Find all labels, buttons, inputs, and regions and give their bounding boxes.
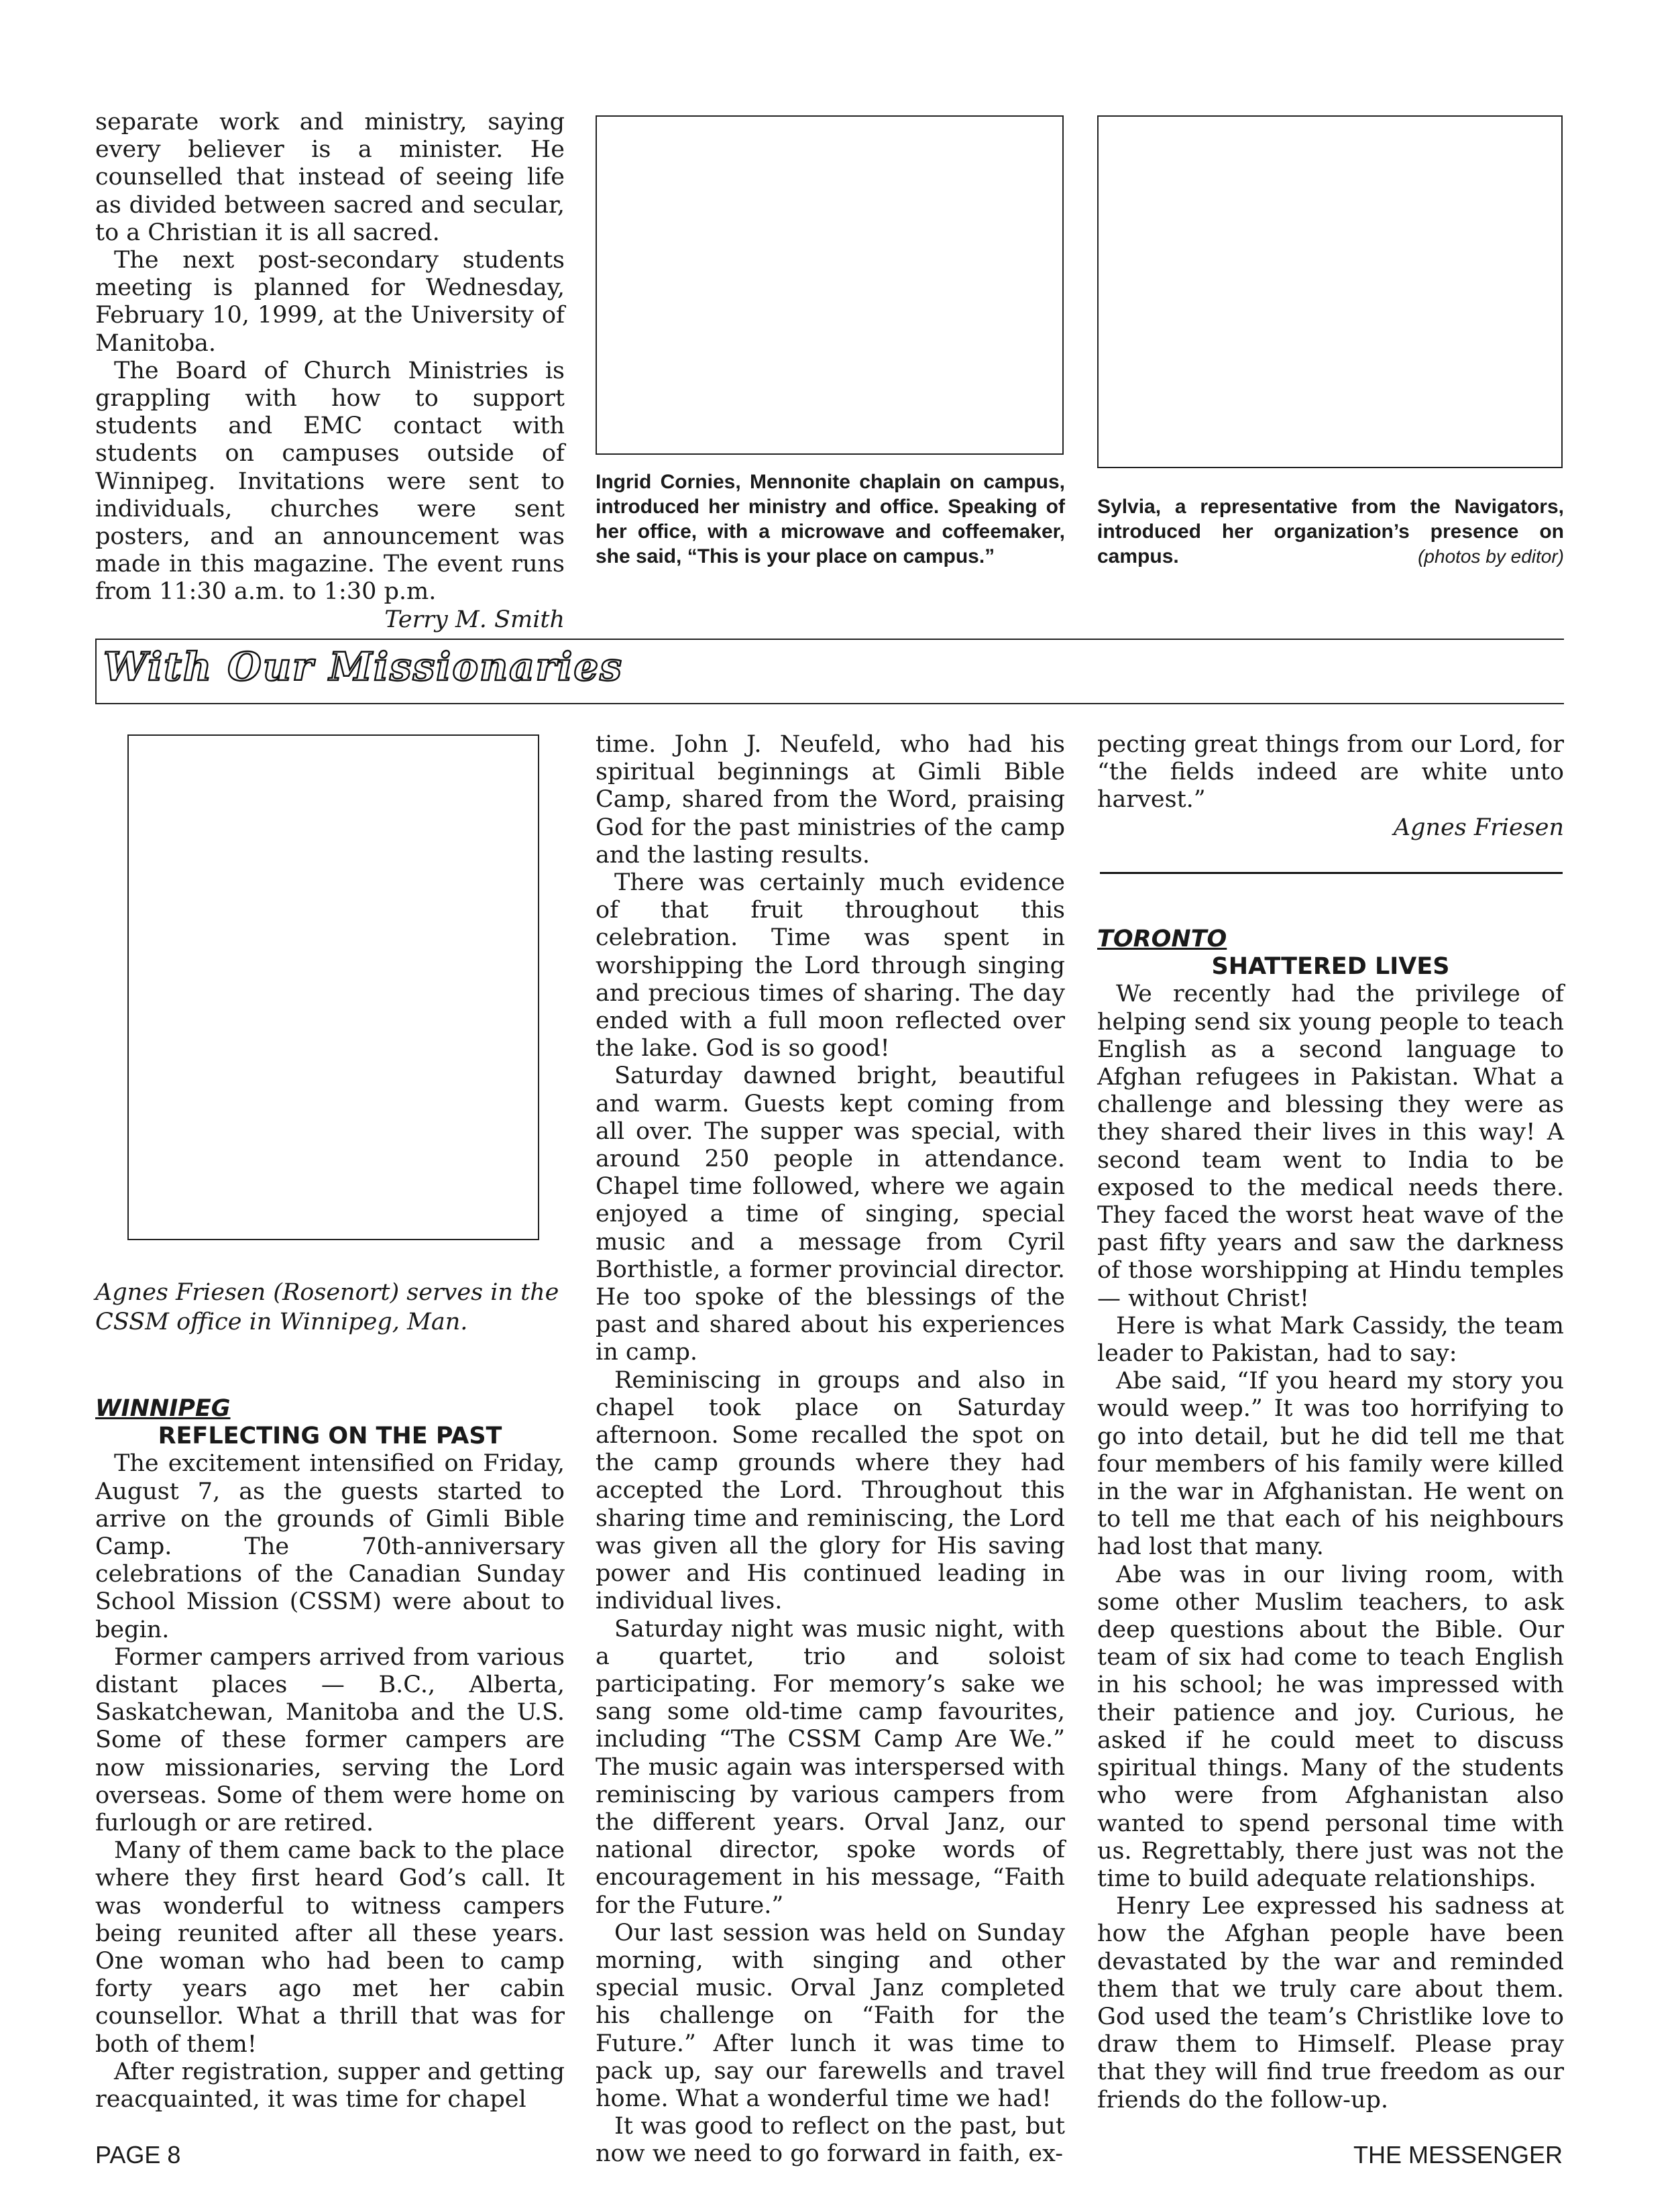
paragraph: Abe said, “If you heard my story you would weep.” It was too horrifying to go into detail, but he did tell me that four members of his family were killed in the war in Afghanistan. He went on to tell me that each of his neighbours had lost that many. xyxy=(1097,1368,1564,1561)
photo-agnes-friesen xyxy=(127,734,539,1240)
publication-name: THE MESSENGER xyxy=(1353,2141,1563,2168)
paragraph: Abe was in our living room, with some other Muslim teachers, to ask deep questions about the Bible. Our team of six had come to teach English in his school; he was impressed with their patience and joy. Curious, he asked if he could meet to discuss spiritual things. Many of the students who were from Afghanistan also wanted to spend personal time with us. Regrettably, there just was not the time to build adequate relationships. xyxy=(1097,1561,1564,1892)
signature: Agnes Friesen xyxy=(1393,814,1564,841)
paragraph: time. John J. Neufeld, who had his spiritual beginnings at Gimli Bible Camp, shared from the Word, praising God for the past ministries of the camp and the lasting results. xyxy=(596,731,1065,869)
paragraph: The next post-secondary students meeting is planned for Wednesday, February 10, 1999, at the University of Manitoba. xyxy=(95,247,565,357)
photo-sylvia xyxy=(1097,115,1563,468)
caption-sylvia-text: Sylvia, a representative from the Navigators, introduced her organization’s presence on campus. xyxy=(1097,496,1564,567)
page-number: PAGE 8 xyxy=(95,2141,181,2168)
paragraph: Our last session was held on Sunday morning, with singing and other special music. Orval Janz completed his challenge on “Faith for the Future.” After lunch it was time to pack up, say our farewells and travel home. What a wonderful time we had! xyxy=(596,1919,1065,2112)
paragraph: separate work and ministry, saying every believer is a minister. He counselled that instead of seeing life as divided between sacred and secular, to a Christian it is all sacred. xyxy=(95,109,565,246)
winnipeg-column-1 xyxy=(95,1395,565,2113)
location-winnipeg: WINNIPEG xyxy=(95,1395,231,1422)
photo-ingrid-cornies xyxy=(596,115,1064,455)
caption-agnes-friesen: Agnes Friesen (Rosenort) serves in the CSSM office in Winnipeg, Man. xyxy=(95,1279,559,1335)
paragraph: Saturday night was music night, with a quartet, trio and soloist participating. For memory’s sake we sang some old-time camp favourites, including “The CSSM Camp Are We.” The music again was interspersed with reminiscing by various campers from the different years. Orval Janz, our national director, spoke words of encouragement in his message, “Faith for the Future.” xyxy=(596,1615,1065,1919)
section-banner xyxy=(95,639,1564,704)
photo-credit: (photos by editor) xyxy=(1418,546,1564,567)
paragraph: pecting great things from our Lord, for “the fields indeed are white unto harvest.” xyxy=(1097,731,1564,814)
winnipeg-column-3 xyxy=(1097,731,1564,842)
paragraph: There was certainly much evidence of that fruit throughout this celebration. Time was spent in worshipping the Lord through singing and precious times of sharing. The day ended with a full moon reflected over the lake. God is so good! xyxy=(596,869,1065,1062)
paragraph: The excitement intensified on Friday, August 7, as the guests started to arrive on the grounds of Gimli Bible Camp. The 70th-anniversary celebrations of the Canadian Sunday School Mission (CSSM) were about to begin. xyxy=(95,1450,565,1643)
top-column-1 xyxy=(95,109,565,634)
section-divider xyxy=(1100,872,1563,874)
paragraph: Here is what Mark Cassidy, the team leader to Pakistan, had to say: xyxy=(1097,1312,1564,1368)
paragraph: Many of them came back to the place where they first heard God’s call. It was wonderful to witness campers being reunited after all these years. One woman who had been to camp forty years ago met her cabin counsellor. What a thrill that was for both of them! xyxy=(95,1837,565,2058)
headline-shattered-lives: SHATTERED LIVES xyxy=(1211,953,1450,981)
toronto-column xyxy=(1097,926,1564,2114)
paragraph: Former campers arrived from various distant places — B.C., Alberta, Saskatchewan, Manitoba and the U.S. Some of these former campers are now missionaries, serving the Lord overseas. Some of them were home on furlough or are retired. xyxy=(95,1643,565,1837)
paragraph: We recently had the privilege of helping send six young people to teach English as a second language to Afghan refugees in Pakistan. What a challenge and blessing they were as they shared their lives in this way! A second team went to India to be exposed to the medical needs there. They faced the worst heat wave of the past fifty years and saw the darkness of those worshipping at Hindu temples — without Christ! xyxy=(1097,981,1564,1312)
paragraph: Reminiscing in groups and also in chapel took place on Saturday afternoon. Some recalled the spot on the camp grounds where they had accepted the Lord. Throughout this sharing time and reminiscing, the Lord was given all the glory for His saving power and His continued leading in individual lives. xyxy=(596,1366,1065,1615)
location-toronto: TORONTO xyxy=(1097,926,1227,952)
caption-ingrid-cornies: Ingrid Cornies, Mennonite chaplain on campus, introduced her ministry and office. Speaking of her office, with a microwave and coffeemaker, she said, “This is your place on campus.” xyxy=(596,471,1065,567)
paragraph: It was good to reflect on the past, but now we need to go forward in faith, ex- xyxy=(596,2113,1065,2168)
signature: Terry M. Smith xyxy=(384,606,565,633)
banner-title: With Our Missionaries xyxy=(103,644,623,690)
headline-reflecting: REFLECTING ON THE PAST xyxy=(158,1423,502,1450)
paragraph: After registration, supper and getting reacquainted, it was time for chapel xyxy=(95,2058,565,2113)
paragraph: Henry Lee expressed his sadness at how the Afghan people have been devastated by the war and reminded them that we truly care about them. God used the team’s Christlike love to draw them to Himself. Please pray that they will find true freedom as our friends do the follow-up. xyxy=(1097,1893,1564,2113)
caption-sylvia xyxy=(1097,494,1564,569)
winnipeg-column-2 xyxy=(596,731,1065,2168)
paragraph: Saturday dawned bright, beautiful and warm. Guests kept coming from all over. The supper was special, with around 250 people in attendance. Chapel time followed, where we again enjoyed a time of singing, special music and a message from Cyril Borthistle, a former provincial director. He too spoke of the blessings of the past and shared about his experiences in camp. xyxy=(596,1062,1065,1366)
paragraph: The Board of Church Ministries is grappling with how to support students and EMC contact with students on campuses outside of Winnipeg. Invitations were sent to individuals, churches were sent posters, and an announcement was made in this magazine. The event runs from 11:30 a.m. to 1:30 p.m. xyxy=(95,357,565,606)
